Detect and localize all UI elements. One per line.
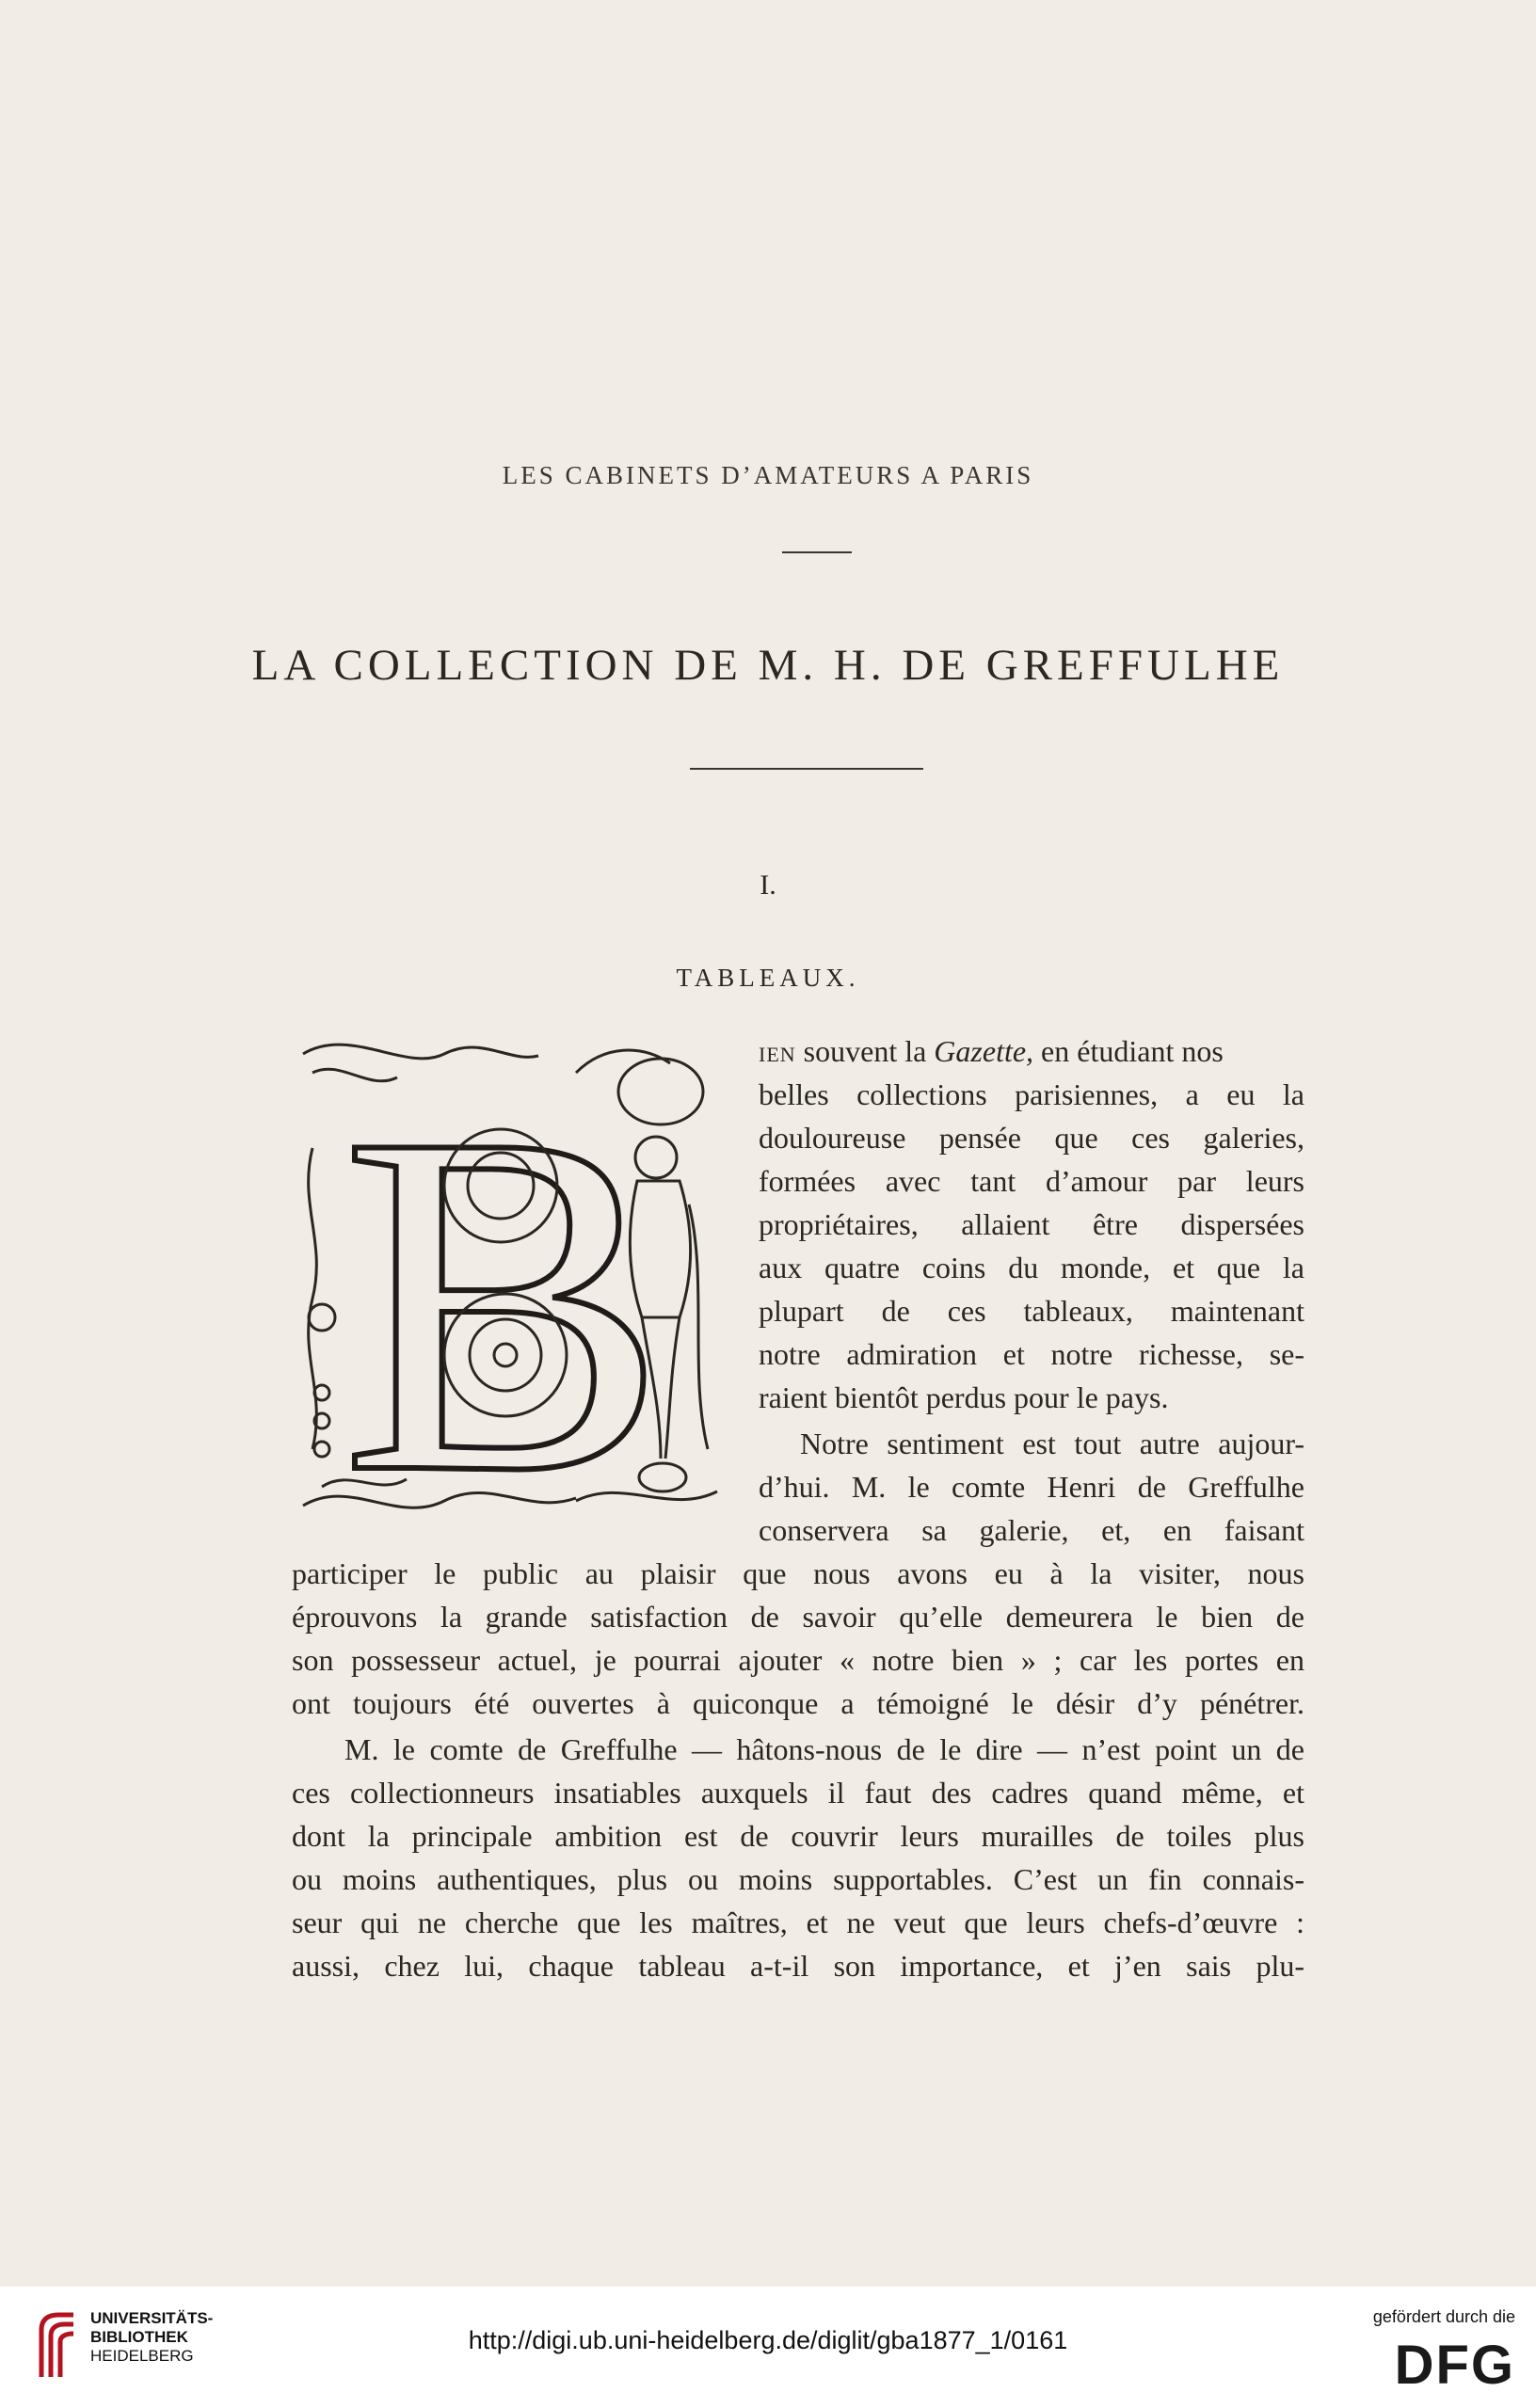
text-line: Notre sentiment est tout autre aujour- bbox=[800, 1427, 1304, 1460]
text-line: formées avec tant d’amour par leurs bbox=[759, 1164, 1304, 1198]
smallcaps-start: ien bbox=[759, 1034, 796, 1068]
section-number: I. bbox=[760, 869, 776, 901]
text-line: seur qui ne cherche que les maîtres, et ne veut que leurs chefs-d’œuvre : bbox=[292, 1906, 1304, 1939]
text-line: aux quatre coins du monde, et que la bbox=[759, 1251, 1304, 1284]
text-line: ces collectionneurs insatiables auxquels il faut des cadres quand même, et bbox=[292, 1776, 1304, 1810]
text-line: d’hui. M. le comte Henri de Greffulhe bbox=[759, 1470, 1304, 1504]
text-line: raient bientôt perdus pour le pays. bbox=[759, 1380, 1169, 1414]
text-line: aussi, chez lui, chaque tableau a-t-il son importance, et j’en sais plu- bbox=[292, 1949, 1304, 1983]
italic-gazette: Gazette, bbox=[934, 1034, 1034, 1068]
text-line: notre admiration et notre richesse, se- bbox=[759, 1337, 1304, 1371]
running-title: LES CABINETS D’AMATEURS A PARIS bbox=[502, 461, 1034, 489]
dfg-logo: DFG bbox=[1394, 2335, 1515, 2396]
title-rule-long bbox=[690, 768, 923, 770]
text-line bbox=[759, 1034, 1224, 1069]
text-line: belles collections parisiennes, a eu la bbox=[759, 1077, 1304, 1111]
text-line: participer le public au plaisir que nous avons eu à la visiter, nous bbox=[292, 1556, 1304, 1590]
funded-by-label: gefördert durch die bbox=[1372, 2307, 1515, 2326]
main-title: LA COLLECTION DE M. H. DE GREFFULHE bbox=[251, 641, 1285, 690]
text-line: douloureuse pensée que ces galeries, bbox=[759, 1121, 1304, 1155]
text-run: en étudiant nos bbox=[1033, 1034, 1224, 1068]
text-line: propriétaires, allaient être dispersées bbox=[759, 1207, 1304, 1241]
permalink-url[interactable]: http://digi.ub.uni-heidelberg.de/diglit/gba1877_1/0161 bbox=[468, 2326, 1068, 2354]
text-line: M. le comte de Greffulhe — hâtons-nous de le dire — n’est point un de bbox=[344, 1732, 1304, 1766]
text-line: plupart de ces tableaux, maintenant bbox=[759, 1294, 1304, 1328]
title-rule-short bbox=[782, 551, 852, 553]
drop-cap-letter: B bbox=[341, 1035, 667, 1524]
text-line: ou moins authentiques, plus ou moins supportables. C’est un fin connais- bbox=[292, 1862, 1304, 1896]
text-line: ont toujours été ouvertes à quiconque a témoigné le désir d’y pénétrer. bbox=[292, 1686, 1304, 1720]
section-heading: TABLEAUX. bbox=[676, 964, 860, 992]
library-line-2: BIBLIOTHEK bbox=[90, 2328, 188, 2346]
text-line: conservera sa galerie, et, en faisant bbox=[759, 1513, 1304, 1547]
text-line: dont la principale ambition est de couvrir leurs murailles de toiles plus bbox=[292, 1819, 1304, 1853]
library-line-1: UNIVERSITÄTS- bbox=[90, 2309, 214, 2327]
text-line: éprouvons la grande satisfaction de savoir qu’elle demeurera le bien de bbox=[292, 1600, 1304, 1634]
text-run: souvent la bbox=[795, 1034, 935, 1068]
library-line-3: HEIDELBERG bbox=[90, 2347, 194, 2365]
text-line: son possesseur actuel, je pourrai ajouter « notre bien » ; car les portes en bbox=[292, 1643, 1304, 1677]
ornamental-drop-cap bbox=[294, 1035, 721, 1524]
